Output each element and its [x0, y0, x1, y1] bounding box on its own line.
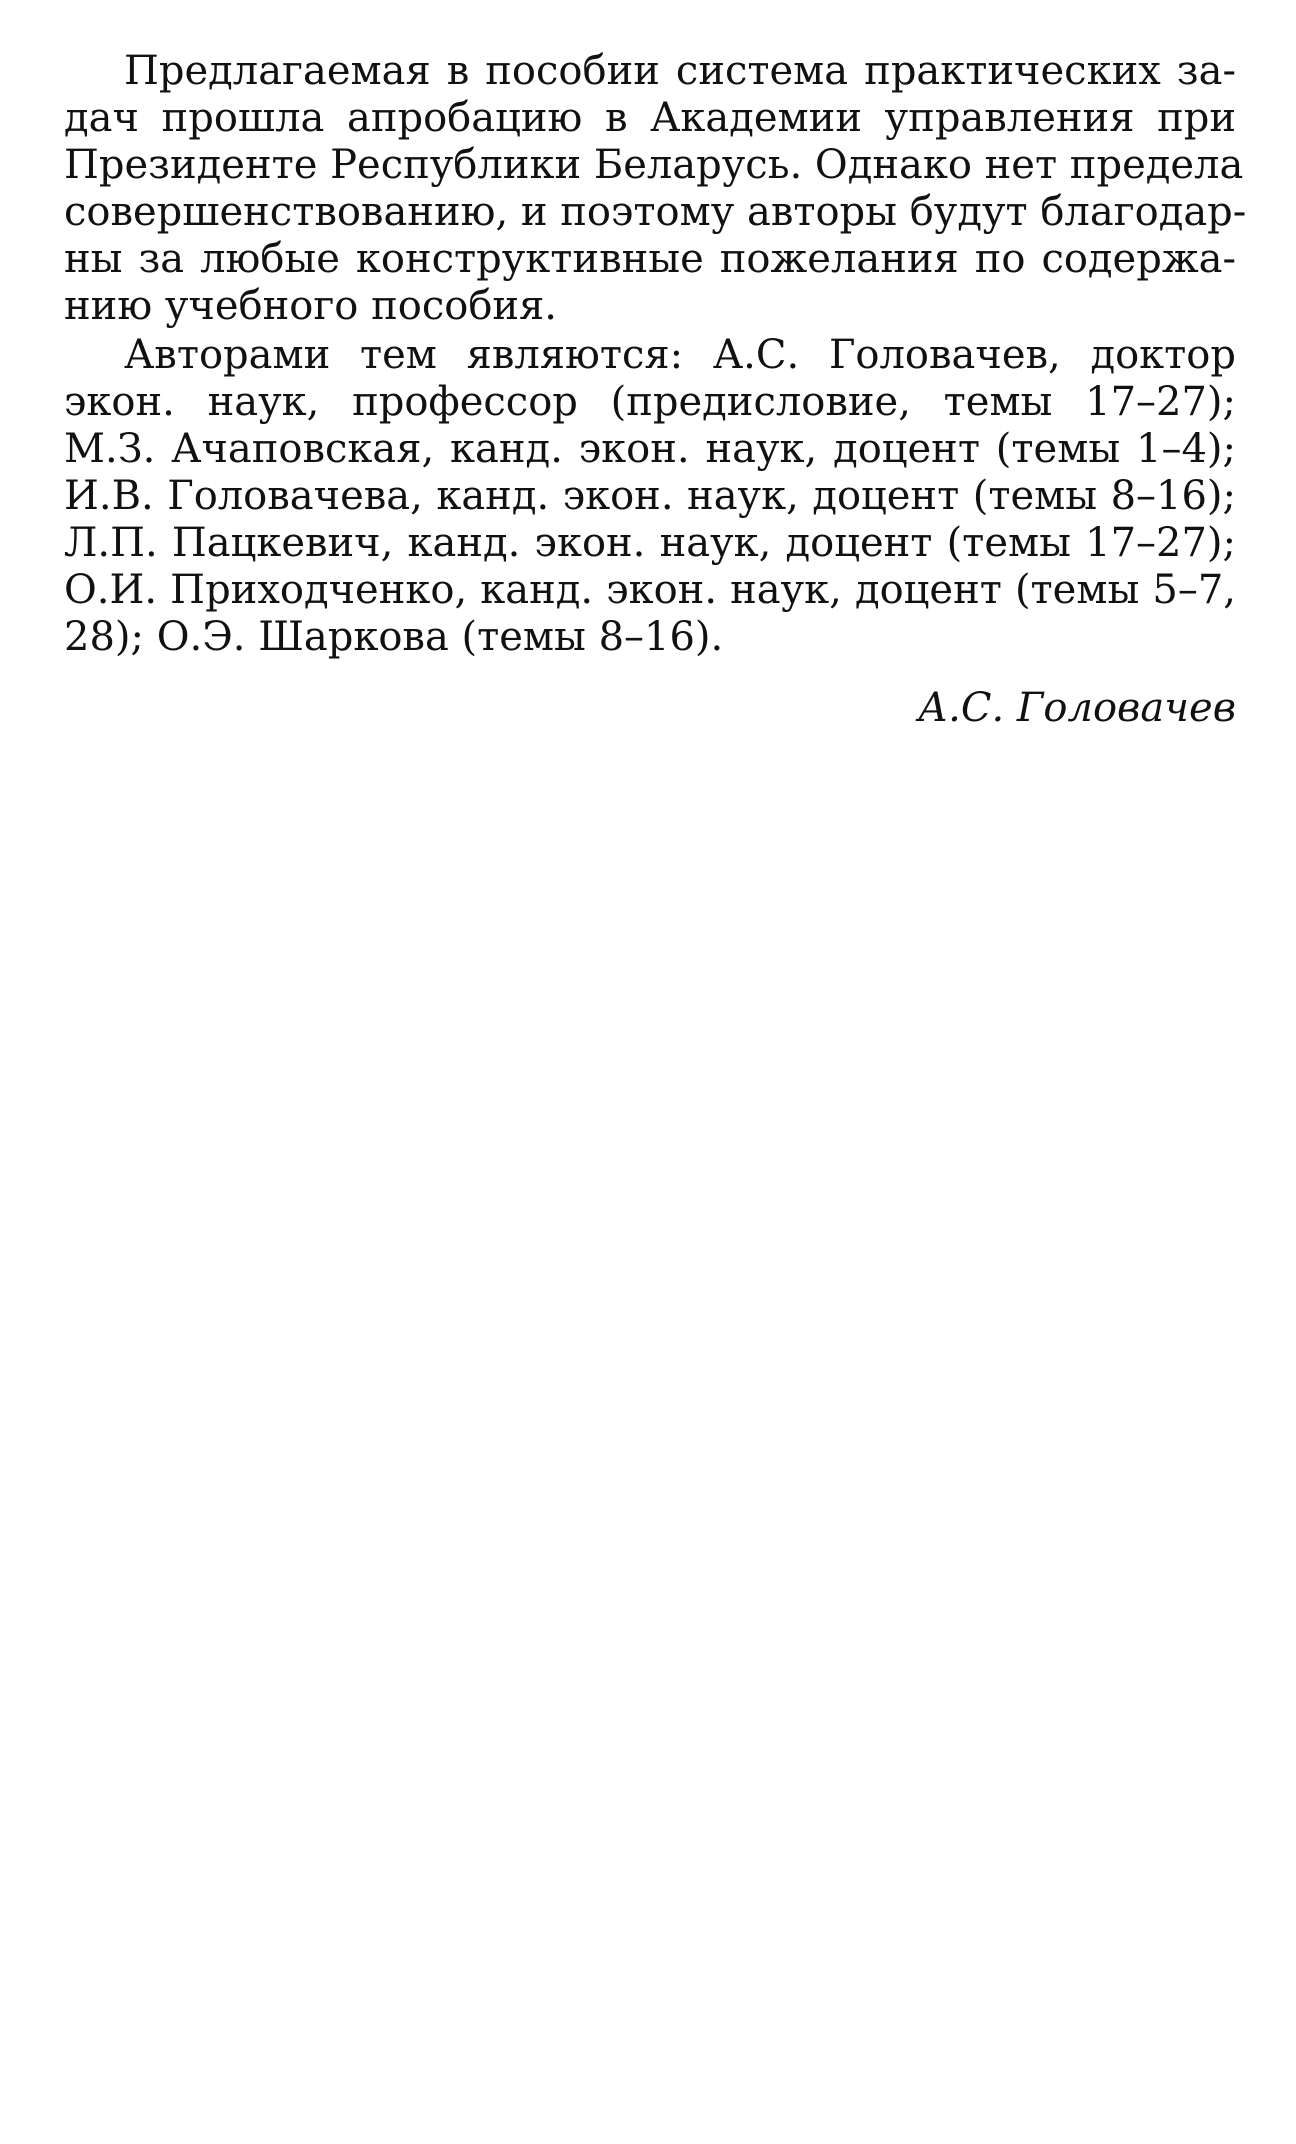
text-line: Предлагаемая в пособии система практических за- — [124, 48, 1236, 94]
text-line: О.И. Приходченко, канд. экон. наук, доцент (темы 5–7, — [64, 567, 1236, 613]
text-line: ны за любые конструктивные пожелания по содержа- — [64, 236, 1236, 282]
text-line: Президенте Республики Беларусь. Однако нет предела — [64, 142, 1244, 188]
text-line: нию учебного пособия. — [64, 283, 558, 329]
text-line: 28); О.Э. Шаркова (темы 8–16). — [64, 614, 724, 660]
author-signature: А.С. Головачев — [917, 685, 1236, 731]
document-page — [64, 48, 1247, 732]
text-line: М.З. Ачаповская, канд. экон. наук, доцент (темы 1–4); — [64, 426, 1236, 472]
text-line: совершенствованию, и поэтому авторы будут благодар- — [64, 189, 1247, 235]
text-line: Л.П. Пацкевич, канд. экон. наук, доцент (темы 17–27); — [64, 520, 1236, 566]
paragraph-intro — [64, 48, 1247, 330]
text-line: И.В. Головачева, канд. экон. наук, доцент (темы 8–16); — [64, 473, 1236, 519]
text-line: дач прошла апробацию в Академии управления при — [64, 95, 1236, 141]
text-line: экон. наук, профессор (предисловие, темы 17–27); — [64, 379, 1236, 425]
text-line: Авторами тем являются: А.С. Головачев, доктор — [124, 332, 1236, 378]
paragraph-authors — [64, 332, 1236, 661]
